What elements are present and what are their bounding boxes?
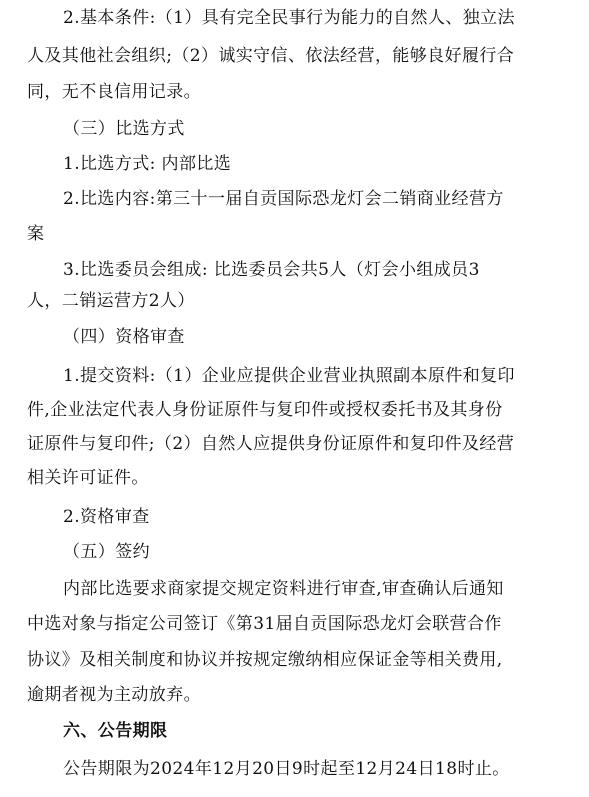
paragraph-line: 2.比选内容:第三十一届自贡国际恐龙灯会二销商业经营方 [63,189,504,209]
section-heading-bold: 六、公告期限 [63,721,168,741]
section-heading: （五）签约 [63,542,150,562]
paragraph-line: 1.比选方式: 内部比选 [63,154,232,174]
paragraph-line: 2.基本条件:（1）具有完全民事行为能力的自然人、独立法 [63,8,515,28]
paragraph-line: 协议》及相关制度和协议并按规定缴纳相应保证金等相关费用, [27,650,503,670]
paragraph-line: 件,企业法定代表人身份证原件与复印件或授权委托书及其身份 [27,400,503,420]
paragraph-line: 2.资格审查 [63,507,150,527]
paragraph-line: 内部比选要求商家提交规定资料进行审查,审查确认后通知 [63,579,504,599]
section-heading: （三）比选方式 [63,119,185,139]
paragraph-line: 证原件与复印件;（2）自然人应提供身份证原件和复印件及经营 [27,434,515,454]
paragraph-line: 中选对象与指定公司签订《第31届自贡国际恐龙灯会联营合作 [27,614,502,634]
paragraph-line: 1.提交资料:（1）企业应提供企业营业执照副本原件和复印 [63,366,515,386]
paragraph-line: 3.比选委员会组成: 比选委员会共5人（灯会小组成员3 [63,260,480,280]
paragraph-line: 相关许可证件。 [27,468,149,488]
section-heading: （四）资格审查 [63,327,185,347]
paragraph-line: 人及其他社会组织;（2）诚实守信、依法经营，能够良好履行合 [27,46,515,66]
paragraph-line: 逾期者视为主动放弃。 [27,685,201,705]
paragraph-line: 公告期限为2024年12月20日9时起至12月24日18时止。 [63,759,510,779]
paragraph-line: 人，二销运营方2人） [27,291,195,311]
paragraph-line: 同，无不良信用记录。 [27,82,201,102]
paragraph-line: 案 [27,224,45,244]
